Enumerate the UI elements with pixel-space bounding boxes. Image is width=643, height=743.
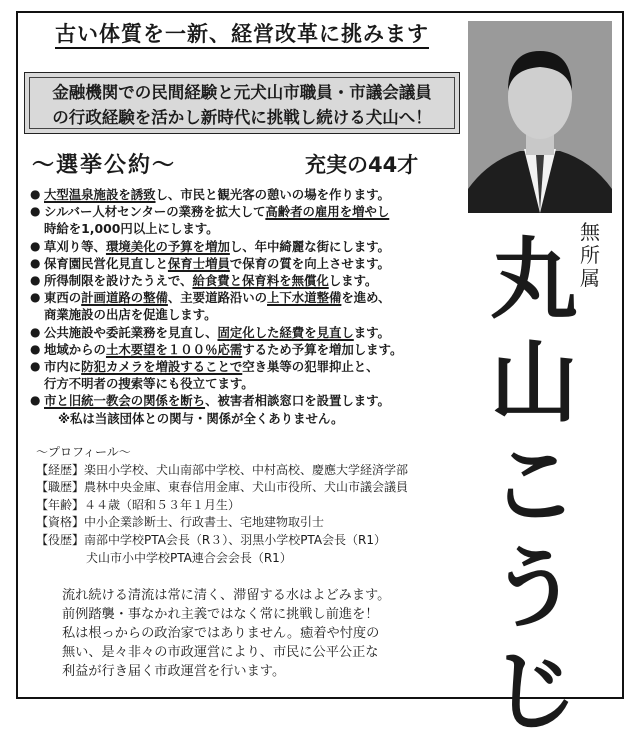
subtitle-line-1: 金融機関での民間経験と元犬山市職員・市議会議員: [52, 83, 432, 102]
message-line: 利益が行き届く市政運営を行います。: [62, 664, 286, 679]
subtitle-box: [24, 72, 460, 134]
pledge-item: ● 草刈り等、環境美化の予算を増加し、年中綺麗な街にします。: [30, 238, 470, 255]
profile-row-career: 【職歴】農林中央金庫、東春信用金庫、犬山市役所、犬山市議会議員: [36, 480, 409, 495]
profile-section: [36, 444, 476, 567]
candidate-message: [62, 586, 482, 681]
message-line: 流れ続ける清流は常に清く、滞留する水はよどみます。: [62, 588, 391, 603]
pledge-item: ● 東西の計画道路の整備、主要道路沿いの上下水道整備を進め、 商業施設の出店を促進します。: [30, 289, 470, 323]
message-line: 私は根っからの政治家ではありません。癒着や忖度の: [62, 626, 380, 641]
pledge-list: [30, 186, 470, 427]
candidate-name: 丸山こうじ: [489, 228, 578, 743]
profile-row-age: 【年齢】４４歳（昭和５３年１月生）: [36, 497, 241, 512]
headline: 古い体質を一新、経営改革に挑みます: [22, 18, 462, 48]
pledge-item: ● シルバー人材センターの業務を拡大して高齢者の雇用を増やし 時給を1,000円以上にします。: [30, 203, 470, 237]
pledge-item: ● 市内に防犯カメラを増設することで空き巣等の犯罪抑止と、 行方不明者の捜索等にも役立てます。: [30, 358, 470, 392]
candidate-portrait-photo: [468, 21, 612, 213]
profile-row-positions: 【役歴】南部中学校PTA会長（R３）、羽黒小学校PTA会長（R1）: [36, 532, 387, 547]
candidate-portrait-icon: [468, 21, 612, 213]
pledge-item: ● 大型温泉施設を誘致し、市民と観光客の憩いの場を作ります。: [30, 186, 470, 203]
profile-title: ～プロフィール～: [36, 445, 131, 459]
message-line: 前例踏襲・事なかれ主義ではなく常に挑戦し前進を！: [62, 607, 379, 622]
profile-row-qualifications: 【資格】中小企業診断士、行政書士、宅地建物取引士: [36, 515, 325, 530]
pledge-heading-row: [20, 148, 460, 178]
pledge-item: ● 保育園民営化見直しと保育士増員で保育の質を向上させます。: [30, 255, 470, 272]
subtitle-line-2: の行政経験を活かし新時代に挑戦し続ける犬山へ！: [52, 108, 432, 127]
pledge-item: ● 市と旧統一教会の関係を断ち、被害者相談窓口を設置します。: [30, 392, 470, 409]
age-slogan: 充実の44才: [305, 153, 419, 177]
subtitle-inner: [29, 77, 455, 129]
pledge-heading: ～選挙公約～: [32, 153, 177, 178]
pledge-note: ※私は当該団体との関与・関係が全くありません。: [58, 410, 344, 426]
pledge-item: ● 公共施設や委託業務を見直し、固定化した経費を見直します。: [30, 324, 470, 341]
pledge-item: ● 地域からの土木要望を１００％応需するため予算を増加します。: [30, 341, 470, 358]
profile-row-positions-extra: 犬山市小中学校PTA連合会会長（R1）: [86, 550, 292, 565]
pledge-item: ● 所得制限を設けたうえで、給食費と保育料を無償化します。: [30, 272, 470, 289]
party-affiliation: 無所属: [580, 220, 600, 290]
message-line: 無い、是々非々の市政運営により、市民に公平公正な: [62, 645, 379, 660]
profile-row-education: 【経歴】楽田小学校、犬山南部中学校、中村高校、慶應大学経済学部: [36, 462, 409, 477]
